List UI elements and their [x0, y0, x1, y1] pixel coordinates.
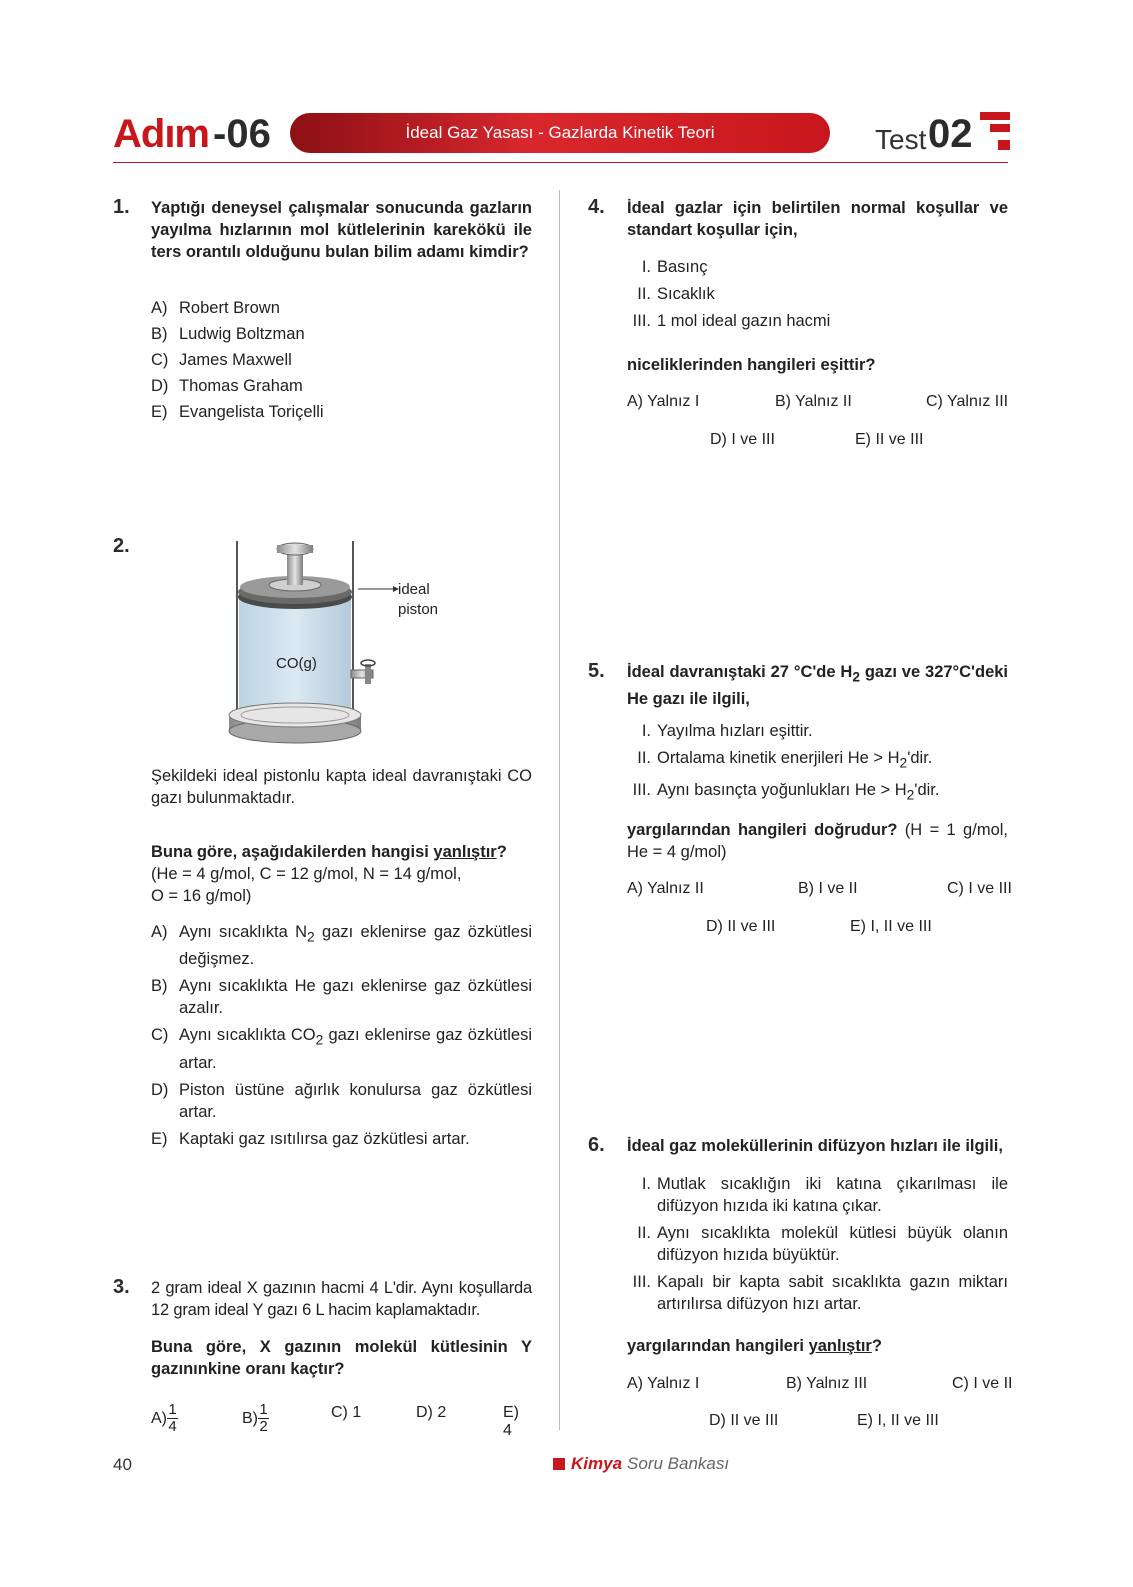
option-text: Piston üstüne ağırlık konulursa gaz özkütlesi artar.	[179, 1080, 532, 1121]
question-number: 4.	[588, 196, 605, 218]
statement-text: Mutlak sıcaklığın iki katına çıkarılması ile difüzyon hızıda iki katına çıkar.	[657, 1175, 1008, 1215]
option-text: Evangelista Toriçelli	[179, 403, 324, 421]
option-d[interactable]	[151, 375, 532, 397]
book-series: Soru Bankası	[627, 1454, 730, 1473]
option-e[interactable]	[151, 1128, 532, 1150]
subscript: 2	[307, 929, 315, 945]
option-d[interactable]	[151, 1079, 532, 1123]
option-letter: B)	[242, 1409, 258, 1427]
statement-text: Sıcaklık	[657, 285, 715, 303]
statement-text-part: Aynı basınçta yoğunlukları He > H	[657, 781, 907, 800]
stem-text: İdeal davranıştaki 27 °C'de H	[627, 663, 853, 681]
option-a[interactable]: A) Yalnız II	[627, 880, 704, 897]
option-letter: A)	[151, 1409, 167, 1427]
roman-numeral: I.	[641, 1175, 651, 1193]
fraction-numerator: 1	[168, 1401, 177, 1418]
option-letter: D)	[151, 377, 169, 395]
option-letter: B)	[151, 325, 168, 343]
option-d[interactable]: D) II ve III	[706, 918, 776, 935]
option-b[interactable]	[242, 1402, 269, 1435]
option-d[interactable]: D) 2	[416, 1404, 447, 1421]
option-b[interactable]: B) I ve II	[798, 880, 858, 897]
option-b[interactable]	[151, 323, 532, 345]
option-c[interactable]	[151, 1024, 532, 1073]
option-text-part: Aynı sıcaklıkta N	[179, 923, 308, 941]
fraction	[167, 1402, 178, 1435]
topic-title: İdeal Gaz Yasası - Gazlarda Kinetik Teori	[405, 123, 715, 142]
roman-numeral: I.	[641, 258, 651, 276]
option-text: James Maxwell	[179, 351, 292, 369]
question-prompt: niceliklerinden hangileri eşittir?	[627, 356, 876, 374]
question-stem: Buna göre, X gazının molekül kütlesinin Y gazınınkine oranı kaçtır?	[151, 1338, 532, 1378]
header-rule	[113, 162, 1008, 163]
option-letter: D)	[151, 1080, 169, 1099]
option-b[interactable]: B) Yalnız II	[775, 393, 852, 410]
option-c[interactable]: C) Yalnız III	[926, 393, 1009, 410]
option-text: Kaptaki gaz ısıtılırsa gaz özkütlesi artar.	[179, 1129, 470, 1148]
question-description: 2 gram ideal X gazının hacmi 4 L'dir. Aynı koşullarda 12 gram ideal Y gazı 6 L hacim kaplamaktadır.	[151, 1279, 532, 1319]
option-e[interactable]: E) 4	[503, 1404, 519, 1439]
publisher-logo-icon	[978, 110, 1012, 154]
stem-text: Buna göre, aşağıdakilerden hangisi	[151, 843, 434, 861]
topic-banner	[290, 113, 830, 153]
statement-item	[627, 779, 1008, 806]
stem-emphasis: yanlıştır	[433, 843, 497, 861]
fraction-denominator: 4	[168, 1418, 177, 1435]
roman-numeral: III.	[632, 312, 651, 330]
statement-list	[627, 1173, 1008, 1315]
option-c[interactable]	[151, 349, 532, 371]
option-b[interactable]: B) Yalnız III	[786, 1375, 868, 1392]
statement-list	[627, 720, 1008, 807]
statement-item	[627, 283, 1008, 305]
prompt-emphasis: yanlıştır	[808, 1337, 872, 1355]
unit-number: -06	[213, 112, 271, 156]
option-c[interactable]: C) 1	[331, 1404, 362, 1421]
option-letter: C)	[151, 351, 169, 369]
option-text-part: gazı eklenirse gaz özkütlesi artar.	[179, 1026, 532, 1072]
option-text: Robert Brown	[179, 299, 280, 317]
given-data: (He = 4 g/mol, C = 12 g/mol, N = 14 g/mol,	[151, 865, 462, 883]
question-number: 1.	[113, 196, 130, 218]
question-prompt	[627, 819, 1008, 863]
question-description: Şekildeki ideal pistonlu kapta ideal davranıştaki CO gazı bulunmaktadır.	[151, 767, 532, 807]
option-a[interactable]	[151, 1402, 178, 1435]
option-e[interactable]: E) I, II ve III	[850, 918, 932, 935]
statement-text: Yayılma hızları eşittir.	[657, 722, 813, 740]
question-stem: İdeal gazlar için belirtilen normal koşullar ve standart koşullar için,	[627, 199, 1008, 239]
given-data: O = 16 g/mol)	[151, 887, 252, 905]
option-e[interactable]	[151, 401, 532, 423]
option-text	[179, 921, 532, 970]
answer-options	[151, 921, 532, 1150]
option-text: Thomas Graham	[179, 377, 303, 395]
option-text: Ludwig Boltzman	[179, 325, 305, 343]
page-number: 40	[113, 1455, 132, 1474]
question-stem	[627, 661, 1008, 710]
option-letter: A)	[151, 299, 168, 317]
piston-label	[398, 580, 438, 620]
book-subject: Kimya	[571, 1454, 623, 1473]
statement-list	[627, 256, 1008, 332]
piston-label-line: ideal	[398, 581, 430, 598]
option-a[interactable]: A) Yalnız I	[627, 393, 700, 410]
option-c[interactable]: C) I ve III	[947, 880, 1012, 897]
fraction-numerator: 1	[259, 1401, 268, 1418]
statement-item	[627, 1271, 1008, 1315]
option-d[interactable]: D) I ve III	[710, 431, 775, 448]
option-text: Aynı sıcaklıkta He gazı eklenirse gaz özkütlesi azalır.	[179, 977, 532, 1018]
answer-options	[151, 1390, 532, 1439]
statement-item	[627, 1173, 1008, 1217]
question-stem	[151, 841, 532, 863]
column-divider	[559, 190, 560, 1430]
statement-text	[657, 779, 939, 806]
square-bullet-icon	[553, 1458, 565, 1470]
option-a[interactable]	[151, 297, 532, 319]
question-stem: Yaptığı deneysel çalışmalar sonucunda gazların yayılma hızlarının mol kütlelerinin karekökü ile ters orantılı olduğunu bulan bilim adamı kimdir?	[151, 199, 532, 261]
option-letter: B)	[151, 977, 168, 996]
stem-text: gazı ve 327°C'deki He gazı ile ilgili,	[627, 663, 1009, 709]
statement-text: 1 mol ideal gazın hacmi	[657, 312, 831, 330]
question-number: 6.	[588, 1134, 605, 1156]
test-label: Test	[875, 124, 927, 155]
book-title	[553, 1454, 729, 1474]
question-number: 5.	[588, 660, 605, 682]
statement-item	[627, 1222, 1008, 1266]
option-b[interactable]	[151, 975, 532, 1019]
subscript: 2	[906, 787, 915, 803]
option-e[interactable]: E) I, II ve III	[857, 1412, 939, 1429]
subscript: 2	[315, 1032, 324, 1048]
statement-text: Kapalı bir kapta sabit sıcaklıkta gazın miktarı artırılırsa difüzyon hızı artar.	[657, 1273, 1008, 1313]
option-e[interactable]: E) II ve III	[855, 431, 924, 448]
statement-text-part: 'dir.	[907, 749, 933, 767]
statement-text: Aynı sıcaklıkta molekül kütlesi büyük olanın difüzyon hızıda büyüktür.	[657, 1224, 1008, 1264]
prompt-text: yargılarından hangileri doğrudur?	[627, 821, 898, 839]
piston-cylinder-figure	[225, 537, 400, 752]
answer-options	[151, 297, 532, 423]
question-number: 3.	[113, 1276, 130, 1298]
subscript: 2	[899, 755, 908, 771]
test-number: 02	[928, 112, 973, 156]
question-prompt	[627, 1335, 1008, 1357]
statement-text-part: 'dir.	[914, 781, 940, 800]
roman-numeral: III.	[632, 781, 651, 800]
option-a[interactable]: A) Yalnız I	[627, 1375, 700, 1392]
roman-numeral: III.	[632, 1273, 651, 1291]
roman-numeral: II.	[637, 285, 651, 303]
prompt-text: ?	[871, 1337, 882, 1355]
statement-text-part: Ortalama kinetik enerjileri He > H	[657, 749, 900, 767]
statement-text: Basınç	[657, 258, 708, 276]
brand-logo	[113, 112, 293, 160]
statement-item	[627, 747, 1008, 774]
statement-text	[657, 747, 932, 774]
option-a[interactable]	[151, 921, 532, 970]
piston-label-line: piston	[398, 601, 439, 618]
fraction-denominator: 2	[259, 1418, 268, 1435]
option-letter: C)	[151, 1026, 169, 1045]
question-stem: İdeal gaz moleküllerinin difüzyon hızları ile ilgili,	[627, 1137, 1003, 1155]
roman-numeral: II.	[637, 749, 651, 767]
roman-numeral: I.	[641, 722, 651, 740]
option-letter: E)	[151, 403, 168, 421]
fraction	[258, 1402, 269, 1435]
roman-numeral: II.	[637, 1224, 651, 1242]
option-letter: A)	[151, 923, 168, 941]
stem-text: ?	[496, 843, 507, 861]
option-text	[179, 1024, 532, 1073]
brand-name: Adım	[113, 112, 209, 156]
statement-item	[627, 720, 1008, 742]
statement-item	[627, 256, 1008, 278]
given-data: (H = 1 g/mol, He = 4 g/mol)	[627, 821, 1008, 861]
statement-item	[627, 310, 1008, 332]
gas-label: CO(g)	[276, 655, 317, 672]
option-c[interactable]: C) I ve II	[952, 1375, 1013, 1392]
question-number: 2.	[113, 535, 130, 557]
option-text-part: Aynı sıcaklıkta CO	[179, 1026, 316, 1045]
question-stem-block	[151, 841, 532, 907]
subscript: 2	[852, 669, 860, 685]
option-letter: E)	[151, 1129, 168, 1148]
option-text-part: gazı eklenirse gaz özkütlesi değişmez.	[179, 923, 532, 969]
prompt-text: yargılarından hangileri	[627, 1337, 809, 1355]
option-d[interactable]: D) II ve III	[709, 1412, 779, 1429]
